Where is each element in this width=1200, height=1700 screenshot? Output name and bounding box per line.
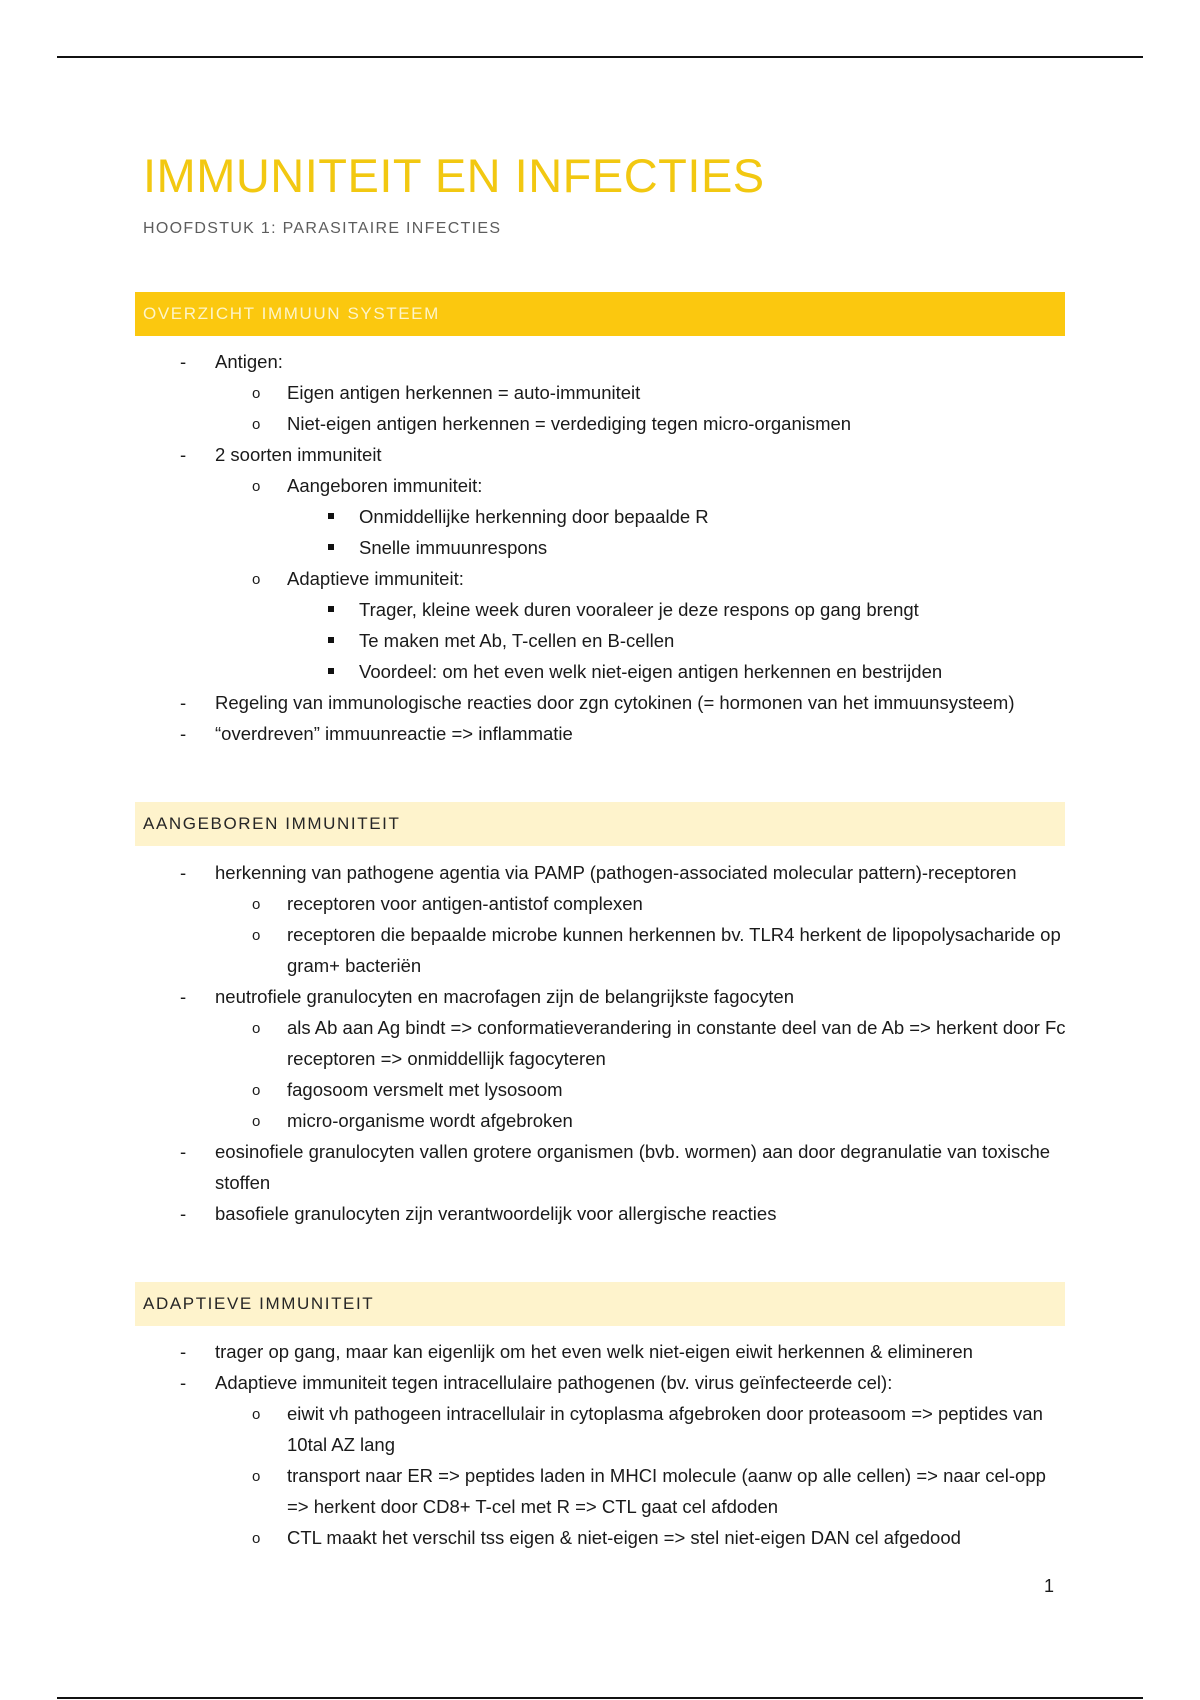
page-number: 1 <box>1044 1576 1055 1596</box>
document-title: IMMUNITEIT EN INFECTIES <box>143 149 765 202</box>
list-item: - basofiele granulocyten zijn verantwoordelijk voor allergische reacties <box>180 1203 777 1224</box>
list-item: o Adaptieve immuniteit: Trager, kleine week duren vooraleer je deze respons op gang brengt Te maken met Ab, T-cellen en B-cellen Voordeel: om het even welk niet-eigen antigen herkennen en bestrijden <box>252 563 1070 687</box>
list-item: o CTL maakt het verschil tss eigen & niet-eigen => stel niet-eigen DAN cel afgedood <box>252 1527 961 1548</box>
list-item: o micro-organisme wordt afgebroken <box>252 1110 573 1131</box>
list-item: - herkenning van pathogene agentia via PAMP (pathogen-associated molecular pattern)-receptoren o receptoren voor antigen-antistof complexen o receptoren die bepaalde microbe kunnen herkennen bv. TLR4 herkent de lipopolysacharide op gram+ bacteriën <box>180 857 1070 981</box>
section-heading-adaptieve: ADAPTIEVE IMMUNITEIT <box>135 1282 1065 1326</box>
list-item: o eiwit vh pathogeen intracellulair in cytoplasma afgebroken door proteasoom => peptides van 10tal AZ lang <box>252 1403 1043 1455</box>
list-item: - Antigen: o Eigen antigen herkennen = auto-immuniteit o Niet-eigen antigen herkennen = verdediging tegen micro-organismen <box>180 346 1070 439</box>
list-item: o fagosoom versmelt met lysosoom <box>252 1079 563 1100</box>
list-item: o Aangeboren immuniteit: Onmiddellijke herkenning door bepaalde R Snelle immuunrespons <box>252 470 1070 563</box>
list-item: Voordeel: om het even welk niet-eigen antigen herkennen en bestrijden <box>324 656 1070 687</box>
list-item: Te maken met Ab, T-cellen en B-cellen <box>324 625 1070 656</box>
list-item: - Adaptieve immuniteit tegen intracellulaire pathogenen (bv. virus geïnfecteerde cel): o eiwit vh pathogeen intracellulair in cytoplasma afgebroken door proteasoom => peptides van 10tal AZ lang o transport naar ER => peptides laden in MHCI molecule (aanw op alle cellen) => naar cel-opp => herkent door CD8+ T-cel met R => CTL gaat cel afdoden o CTL maakt het verschil tss eigen & niet-eigen => stel niet-eigen DAN cel afgedood <box>180 1367 1070 1553</box>
list-item: - 2 soorten immuniteit o Aangeboren immuniteit: Onmiddellijke herkenning door bepaalde R Snelle immuunrespons o Adaptieve immuniteit: Trager, kleine week duren vooraleer je deze respons op gang brengt Te maken met Ab, T-cellen en B-cellen Voordeel: om het even welk niet-eigen antigen herkennen en bestrijden <box>180 439 1070 687</box>
document-subtitle: HOOFDSTUK 1: PARASITAIRE INFECTIES <box>143 220 502 237</box>
list-item: o Niet-eigen antigen herkennen = verdediging tegen micro-organismen <box>252 413 852 434</box>
list-item: - neutrofiele granulocyten en macrofagen zijn de belangrijkste fagocyten o als Ab aan Ag bindt => conformatieverandering in constante deel van de Ab => herkent door Fc receptoren => onmiddellijk fagocyteren o fagosoom versmelt met lysosoom o micro-organisme wordt afgebroken <box>180 981 1070 1136</box>
list-item: o Eigen antigen herkennen = auto-immuniteit <box>252 382 641 403</box>
section-heading-aangeboren: AANGEBOREN IMMUNITEIT <box>135 802 1065 846</box>
overzicht-list <box>180 346 1070 749</box>
list-item: - Regeling van immunologische reacties door zgn cytokinen (= hormonen van het immuunsysteem) <box>180 692 1015 713</box>
list-item: o transport naar ER => peptides laden in MHCI molecule (aanw op alle cellen) => naar cel-opp => herkent door CD8+ T-cel met R => CTL gaat cel afdoden <box>252 1465 1046 1517</box>
list-item: - trager op gang, maar kan eigenlijk om het even welk niet-eigen eiwit herkennen & elimineren <box>180 1341 973 1362</box>
list-item: Trager, kleine week duren vooraleer je deze respons op gang brengt <box>324 594 1070 625</box>
bottom-rule <box>57 1697 1143 1699</box>
aangeboren-list <box>180 857 1070 1229</box>
list-item: - eosinofiele granulocyten vallen grotere organismen (bvb. wormen) aan door degranulatie van toxische stoffen <box>180 1141 1051 1193</box>
list-item: - “overdreven” immuunreactie => inflammatie <box>180 723 573 744</box>
adaptieve-list <box>180 1336 1070 1553</box>
section-heading-overzicht: OVERZICHT IMMUUN SYSTEEM <box>135 292 1065 336</box>
list-item: o receptoren voor antigen-antistof complexen <box>252 893 643 914</box>
top-rule <box>57 56 1143 58</box>
list-item: o receptoren die bepaalde microbe kunnen herkennen bv. TLR4 herkent de lipopolysacharide op gram+ bacteriën <box>252 924 1061 976</box>
list-item: Snelle immuunrespons <box>324 532 1070 563</box>
list-item: Onmiddellijke herkenning door bepaalde R <box>324 501 1070 532</box>
list-item: o als Ab aan Ag bindt => conformatieverandering in constante deel van de Ab => herkent door Fc receptoren => onmiddellijk fagocyteren <box>252 1017 1066 1069</box>
